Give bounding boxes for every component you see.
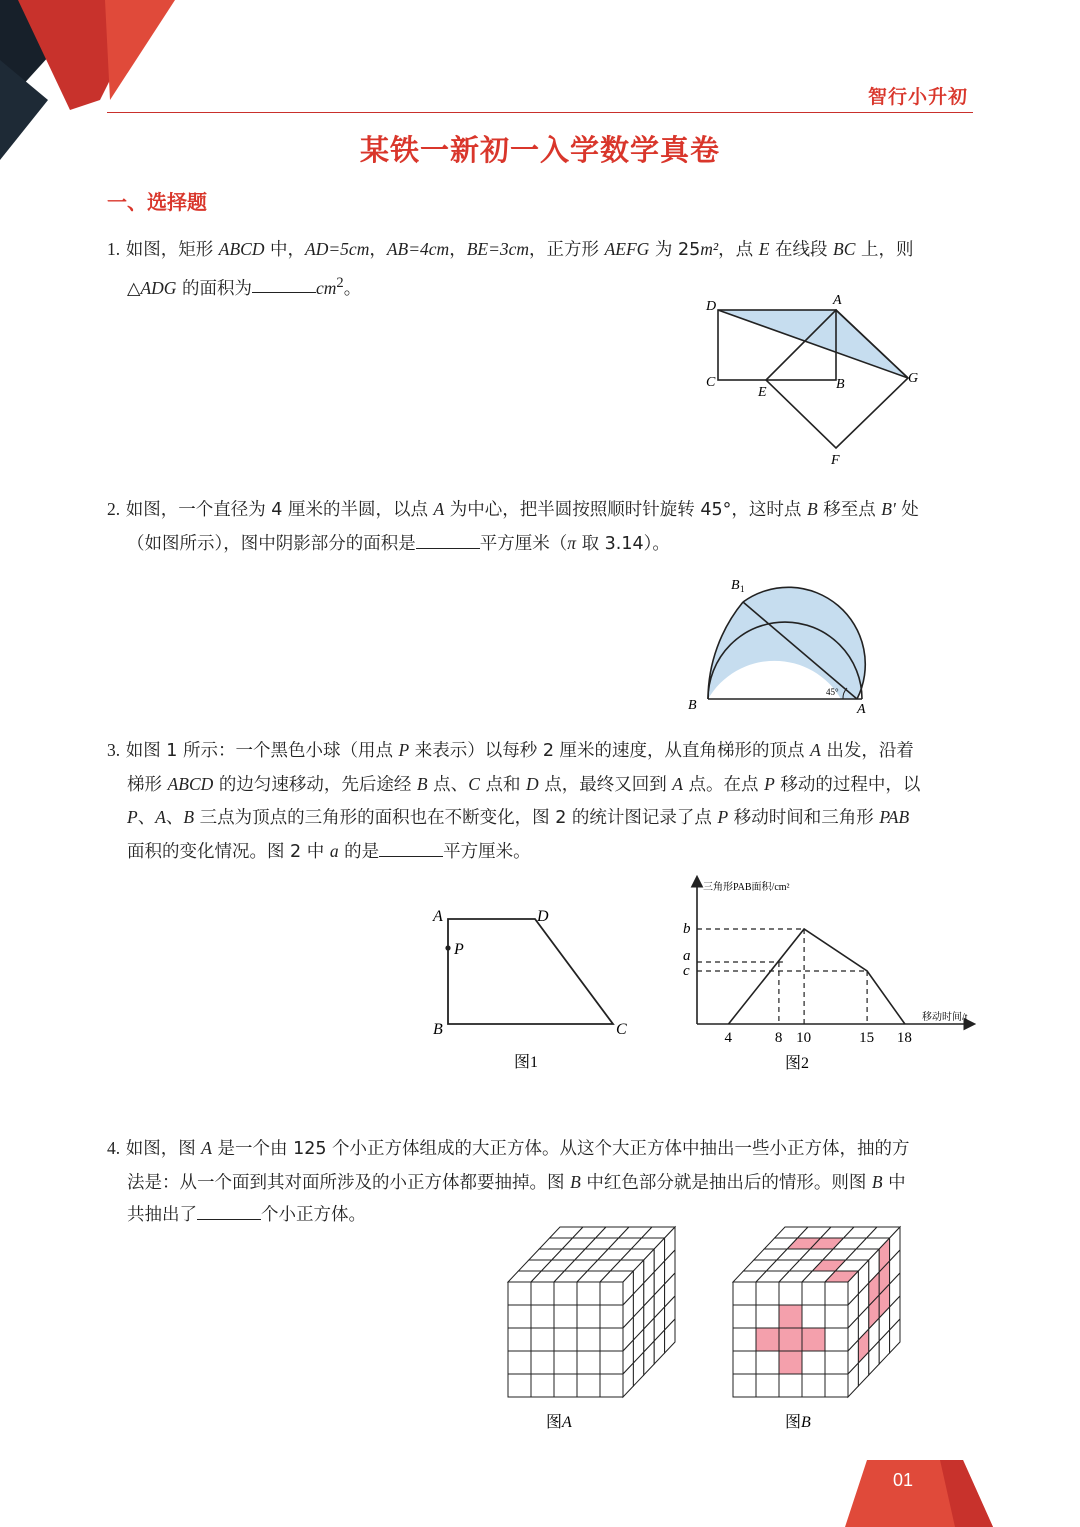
brand-label: 智行小升初 (868, 86, 969, 108)
front-cell (779, 1374, 802, 1397)
front-cell (733, 1374, 756, 1397)
front-cell (600, 1305, 623, 1328)
x-tick-8: 8 (774, 1030, 783, 1046)
figure-q3-chart (675, 874, 980, 1079)
answer-blank (197, 1201, 261, 1220)
front-cell (531, 1374, 554, 1397)
question-1: 1. 如图，矩形 ABCD 中，AD=5cm，AB=4cm，BE=3cm，正方形 AEFG 为 25m²，点 E 在线段 BC 上，则 △ADG 的面积为 $cm^2$。 (107, 239, 914, 299)
front-cell (600, 1351, 623, 1374)
label-A: A (833, 293, 842, 308)
front-cell (600, 1328, 623, 1351)
question-4: 4. 如图，图 A 是一个由 125 个小正方体组成的大正方体。从这个大正方体中抽出一些小正方体，抽的方 法是：从一个面到其对面所涉及的小正方体都要抽掉。图 B 中红色部分就是抽出后的情形。则图 B 中 共抽出了 个小正方体。 (107, 1138, 910, 1225)
front-cell (508, 1328, 531, 1351)
front-cell (756, 1374, 779, 1397)
figure-caption: 图1 (514, 1054, 539, 1071)
front-cell (733, 1305, 756, 1328)
question-2: 2. 如图，一个直径为 4 厘米的半圆，以点 A 为中心，把半圆按照顺时针旋转 45°，这时点 B 移至点 B' 处 （如图所示），图中阴影部分的面积是 平方厘米（π 取 3.14）。 (107, 499, 919, 554)
section-heading: 一、选择题 (107, 190, 207, 214)
figure-caption-b: 图B (785, 1414, 811, 1431)
label-B: B (836, 377, 845, 392)
front-cell (825, 1305, 848, 1328)
front-cell (600, 1282, 623, 1305)
front-cell (779, 1351, 802, 1374)
front-cell (508, 1305, 531, 1328)
front-cell (756, 1351, 779, 1374)
label-A: A (433, 908, 443, 925)
front-cell (756, 1305, 779, 1328)
front-cell (802, 1328, 825, 1351)
front-cell (531, 1282, 554, 1305)
page-number: 01 (892, 1470, 914, 1490)
label-C: C (706, 375, 716, 390)
question-number: 3. (107, 740, 121, 760)
front-cell (554, 1351, 577, 1374)
question-number: 2. (107, 499, 121, 519)
front-cell (577, 1351, 600, 1374)
label-B: B (688, 698, 697, 713)
front-cell (577, 1305, 600, 1328)
front-cell (554, 1374, 577, 1397)
front-cell (733, 1351, 756, 1374)
front-cell (802, 1374, 825, 1397)
label-C: C (616, 1021, 627, 1038)
label-G: G (908, 371, 919, 386)
front-cell (508, 1374, 531, 1397)
x-tick-10: 10 (796, 1030, 812, 1046)
label-B1: B (731, 578, 740, 593)
label-D: D (706, 299, 717, 314)
front-cell (779, 1305, 802, 1328)
front-cell (779, 1328, 802, 1351)
label-P: P (454, 941, 464, 958)
front-cell (554, 1328, 577, 1351)
angle-label: 45° (826, 687, 839, 697)
x-axis-label: 移动时间/t (922, 1012, 968, 1023)
label-D: D (537, 908, 549, 925)
figure-q1 (690, 288, 930, 470)
question-3: 3. 如图 1 所示：一个黑色小球（用点 P 来表示）以每秒 2 厘米的速度，从直角梯形的顶点 A 出发，沿着 梯形 ABCD 的边匀速移动，先后途经 B 点、C 点和 D 点，最终又回到 A 点。在点 P 移动的过程中，以 P、A、B 三点为顶点的三角形的面积也在不断变化，图 2 的统计图记录了点 P 移动时间和三角形 PAB 面积的变化情况。图 2 中 a 的是 平方厘米。 (107, 740, 921, 862)
figure-q3-trapezoid (420, 900, 640, 1080)
front-cell (825, 1282, 848, 1305)
figure-caption: 图2 (785, 1055, 810, 1072)
x-tick-15: 15 (859, 1030, 875, 1046)
y-tick-c: c (683, 963, 690, 979)
front-cell (600, 1374, 623, 1397)
front-cell (531, 1305, 554, 1328)
front-cell (733, 1282, 756, 1305)
front-cell (825, 1351, 848, 1374)
label-F: F (831, 453, 840, 468)
front-cell (802, 1351, 825, 1374)
figure-caption-a: 图A (546, 1414, 572, 1431)
front-cell (554, 1305, 577, 1328)
front-cell (531, 1351, 554, 1374)
label-A: A (857, 702, 866, 717)
x-tick-18: 18 (896, 1030, 912, 1046)
page-title: 某铁一新初一入学数学真卷 (359, 133, 720, 167)
front-cell (554, 1282, 577, 1305)
x-tick-4: 4 (724, 1030, 732, 1046)
answer-blank (416, 530, 480, 549)
front-cell (802, 1282, 825, 1305)
front-cell (531, 1328, 554, 1351)
cube-grid (733, 1227, 900, 1397)
question-number: 4. (107, 1138, 121, 1158)
front-cell (577, 1328, 600, 1351)
front-cell (508, 1282, 531, 1305)
front-cell (577, 1374, 600, 1397)
question-number: 1. (107, 239, 121, 259)
front-cell (825, 1374, 848, 1397)
front-cell (508, 1351, 531, 1374)
front-cell (577, 1282, 600, 1305)
front-cell (733, 1328, 756, 1351)
label-B: B (433, 1021, 443, 1038)
cube-grid (508, 1227, 675, 1397)
header-rule (107, 112, 973, 113)
figure-q4-cube-b (725, 1222, 915, 1437)
front-cell (756, 1282, 779, 1305)
label-E: E (758, 385, 767, 400)
label-B1-subscript: 1 (740, 584, 745, 594)
front-cell (802, 1305, 825, 1328)
figure-q4-cube-a (500, 1222, 690, 1437)
y-tick-a: a (683, 948, 691, 964)
y-tick-b: b (683, 921, 691, 937)
answer-blank (252, 274, 316, 293)
front-cell (756, 1328, 779, 1351)
answer-blank (379, 838, 443, 857)
front-cell (779, 1282, 802, 1305)
series-line (729, 929, 905, 1024)
y-axis-label: 三角形PAB面积/cm² (703, 882, 790, 893)
figure-q2 (680, 568, 890, 718)
front-cell (825, 1328, 848, 1351)
